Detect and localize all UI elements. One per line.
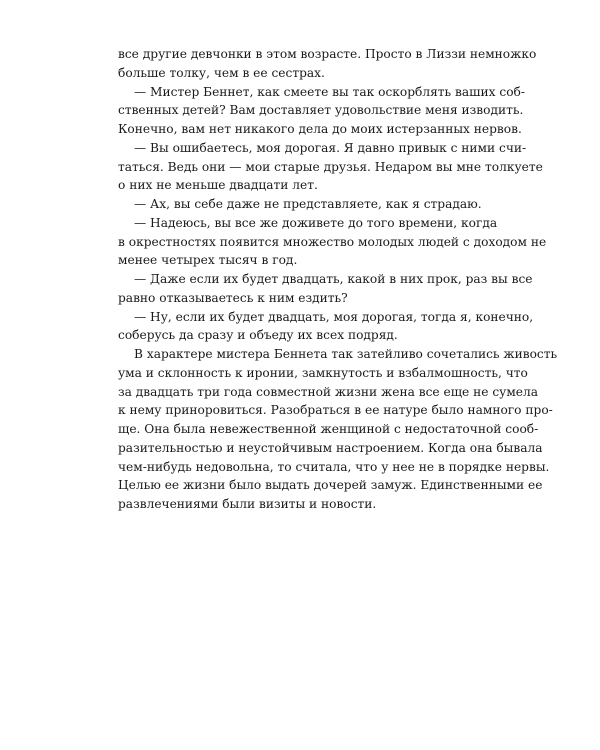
- text-line: все другие девчонки в этом возрасте. Просто в Лиззи немножко: [118, 47, 537, 61]
- text-line: — Вы ошибаетесь, моя дорогая. Я давно привык с ними счи-: [134, 140, 527, 155]
- text-line: развлечениями были визиты и новости.: [118, 497, 377, 511]
- text-line: ще. Она была невежественной женщиной с недостаточной сооб-: [118, 422, 539, 436]
- text-line: соберусь да сразу и объеду их всех подряд.: [118, 328, 398, 343]
- text-line: В характере мистера Беннета так затейливо сочетались живость: [134, 347, 558, 361]
- text-line: Целью ее жизни было выдать дочерей замуж. Единственными ее: [118, 478, 543, 493]
- text-line: о них не меньше двадцати лет.: [118, 178, 318, 193]
- text-line: ственных детей? Вам доставляет удовольствие меня изводить.: [118, 103, 524, 118]
- text-line: ума и склонность к иронии, замкнутость и взбалмошность, что: [118, 365, 528, 380]
- text-line: — Мистер Беннет, как смеете вы так оскорблять ваших соб-: [134, 84, 525, 99]
- text-line: менее четырех тысяч в год.: [118, 253, 298, 268]
- text-line: больше толку, чем в ее сестрах.: [118, 65, 325, 80]
- text-line: — Ну, если их будет двадцать, моя дорогая, тогда я, конечно,: [134, 309, 534, 324]
- text-line: — Даже если их будет двадцать, какой в них прок, раз вы все: [134, 272, 533, 286]
- text-line: в окрестностях появится множество молодых людей с доходом не: [118, 234, 547, 249]
- text-line: — Надеюсь, вы все же доживете до того времени, когда: [134, 215, 498, 230]
- text-line: равно отказываетесь к ним ездить?: [118, 290, 348, 305]
- text-line: таться. Ведь они — мои старые друзья. Недаром вы мне толкуете: [118, 159, 543, 174]
- text-line: Конечно, вам нет никакого дела до моих истерзанных нервов.: [118, 122, 522, 136]
- text-line: чем-нибудь недовольна, то считала, что у нее не в порядке нервы.: [118, 459, 550, 474]
- text-line: за двадцать три года совместной жизни жена все еще не сумела: [118, 384, 539, 399]
- text-line: разительностью и неустойчивым настроением. Когда она бывала: [118, 440, 543, 455]
- text-line: — Ах, вы себе даже не представляете, как я страдаю.: [134, 197, 482, 211]
- body-text: [118, 45, 558, 514]
- text-line: к нему приноровиться. Разобраться в ее натуре было намного про-: [118, 403, 553, 418]
